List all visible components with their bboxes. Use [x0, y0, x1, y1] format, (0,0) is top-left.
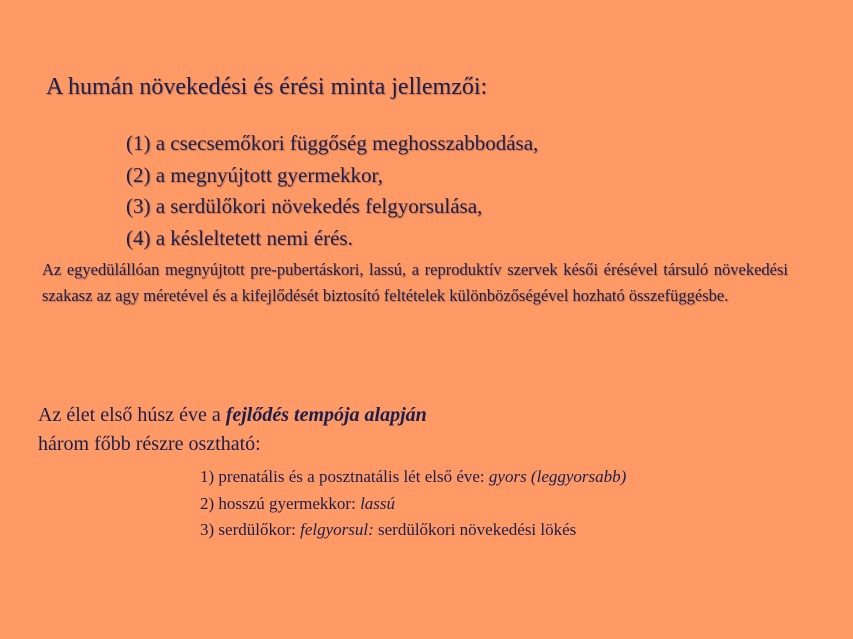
- phase-label: 2) hosszú gyermekkor:: [200, 493, 361, 513]
- phases-intro: [38, 401, 427, 459]
- slide-title: A humán növekedési és érési minta jellemzői:: [46, 74, 488, 100]
- phase-qualifier: gyors (leggyorsabb): [488, 467, 627, 486]
- intro-emphasis: fejlődés tempója alapján: [225, 404, 427, 426]
- phase-qualifier: lassú: [360, 493, 396, 513]
- phase-label: 3) serdülőkor:: [200, 520, 301, 539]
- trait-item: (2) a megnyújtott gyermekkor,: [126, 162, 383, 187]
- intro-text-continued: három főbb részre osztható:: [38, 433, 261, 455]
- phase-qualifier: felgyorsul:: [300, 520, 374, 539]
- trait-item: (1) a csecsemőkori függőség meghosszabbodása,: [126, 131, 539, 155]
- intro-text: Az élet első húsz éve a: [38, 404, 226, 426]
- phase-item: [200, 464, 626, 491]
- phase-item: [200, 491, 626, 518]
- traits-list: [126, 128, 538, 254]
- phase-tail: serdülőkori növekedési lökés: [373, 520, 577, 539]
- trait-item: (4) a késleltetett nemi érés.: [126, 225, 353, 250]
- phase-label: 1) prenatális és a posztnatális lét első éve:: [200, 467, 489, 486]
- explanation-paragraph: Az egyedülállóan megnyújtott pre-pubertáskori, lassú, a reproduktív szervek késői érésével társuló növekedési szakasz az agy méretével és a kifejlődését biztosító feltételek különbözőségével hozható összefüggésbe.: [42, 260, 788, 305]
- phase-item: [200, 517, 626, 544]
- phases-list: [200, 464, 626, 544]
- trait-item: (3) a serdülőkori növekedés felgyorsulása,: [126, 194, 483, 218]
